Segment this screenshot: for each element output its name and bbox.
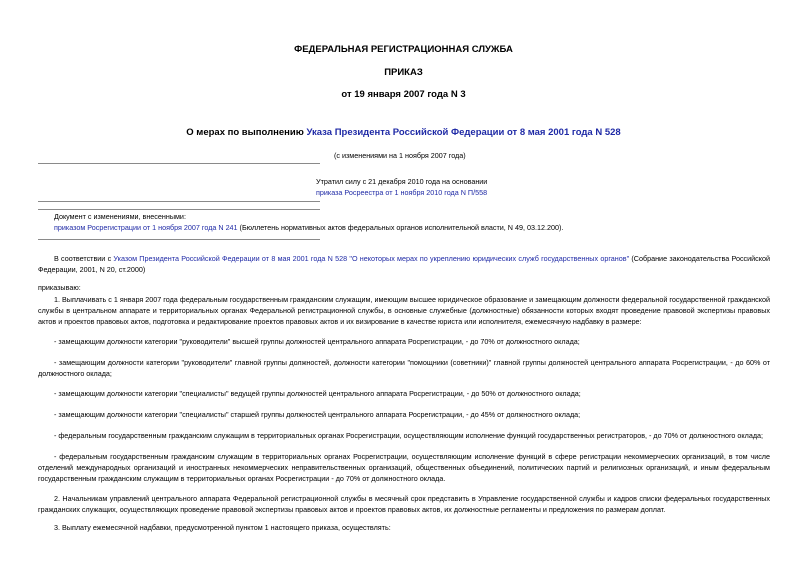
document-date: от 19 января 2007 года N 3	[341, 89, 466, 100]
divider	[38, 163, 320, 164]
bullet-5: - федеральным государственным гражданским служащим в территориальных органах Росрегистрации, осуществляющим исполнение функций государственных регистраторов, - до 70% от должностного оклада;	[54, 431, 764, 440]
bullet-4: - замещающим должности категории "специалисты" старшей группы должностей центрального аппарата Росрегистрации, - до 45% от должностного оклада;	[54, 410, 581, 419]
document-type: ПРИКАЗ	[384, 67, 423, 78]
bullet-2: - замещающим должности категории "руководители" главной группы должностей, должности категории "помощники (советники)" главной группы должностей центрального аппарата Росрегистрации, - до 60% от должностного оклада;	[38, 358, 770, 378]
title-decree-link[interactable]: Указа Президента Российской Федерации от 8 мая 2001 года N 528	[306, 127, 621, 138]
changes-source: (Бюллетень нормативных актов федеральных органов исполнительной власти, N 49, 03.12.200).	[237, 222, 564, 232]
expired-order-link[interactable]: приказа Росреестра от 1 ноября 2010 года N П/558	[316, 187, 488, 197]
paragraph-3: 3. Выплату ежемесячной надбавки, предусмотренной пунктом 1 настоящего приказа, осуществлять:	[54, 523, 391, 532]
divider	[38, 201, 320, 202]
organization-name: ФЕДЕРАЛЬНАЯ РЕГИСТРАЦИОННАЯ СЛУЖБА	[294, 44, 513, 55]
document-title	[0, 127, 807, 138]
changes-document	[54, 212, 774, 233]
bullet-1: - замещающим должности категории "руководители" высшей группы должностей центрального аппарата Росрегистрации, - до 70% от должностного оклада;	[54, 337, 580, 346]
expired-notice	[316, 177, 487, 198]
intro-paragraph	[38, 254, 770, 276]
title-prefix: О мерах по выполнению	[186, 127, 307, 138]
order-word: приказываю:	[38, 283, 81, 292]
intro-lead: В соответствии с	[54, 254, 114, 263]
expired-text: Утратил силу с 21 декабря 2010 года на основании	[316, 177, 488, 186]
changes-note: (с изменениями на 1 ноября 2007 года)	[334, 151, 466, 160]
paragraph-1: 1. Выплачивать с 1 января 2007 года федеральным государственным гражданским служащим, имеющим высшее юридическое образование и замещающим должности федеральной государственной гражданской службы в центральном аппарате и территориальных органах Федеральной регистрационной службы, в основные служебные (должностные) обязанности которых входят проведение правовой экспертизы правовых актов и проектов правовых актов, подготовка и редактирование проектов правовых актов и их визирование в качестве юриста или исполнителя, ежемесячную надбавку в размере:	[38, 295, 770, 326]
changes-order-link[interactable]: приказом Росрегистрации от 1 ноября 2007 года N 241	[54, 222, 238, 232]
changes-label: Документ с изменениями, внесенными:	[54, 212, 186, 221]
intro-tail: (Собрание законодательства Российской Федерации, 2001, N 20, ст.2000)	[38, 254, 770, 274]
bullet-3: - замещающим должности категории "специалисты" ведущей группы должностей центрального аппарата Росрегистрации, - до 50% от должностного оклада;	[54, 389, 581, 398]
divider	[38, 239, 320, 240]
bullet-6: - федеральным государственным гражданским служащим в территориальных органах Росрегистрации, осуществляющим исполнение функций в сфере регистрации некоммерческих организаций, в том числе отделений международных организаций и иностранных некоммерческих неправительственных организаций, общественных объединений, политических партий и религиозных организаций, и иным федеральным государственным гражданским служащим в территориальных органах Росрегистрации - до 70% от должностного оклада.	[38, 452, 770, 483]
divider	[38, 209, 320, 210]
paragraph-2: 2. Начальникам управлений центрального аппарата Федеральной регистрационной службы в месячный срок представить в Управление государственной службы и кадров списки федеральных государственных гражданских служащих, осуществляющих проведение правовой экспертизы правовых актов и проектов правовых актов, их должностные регламенты и предложения по размерам доплат.	[38, 494, 770, 514]
intro-decree-link[interactable]: Указом Президента Российской Федерации от 8 мая 2001 года N 528 "О некоторых мерах по укреплению юридических служб государственных органов"	[113, 254, 630, 263]
